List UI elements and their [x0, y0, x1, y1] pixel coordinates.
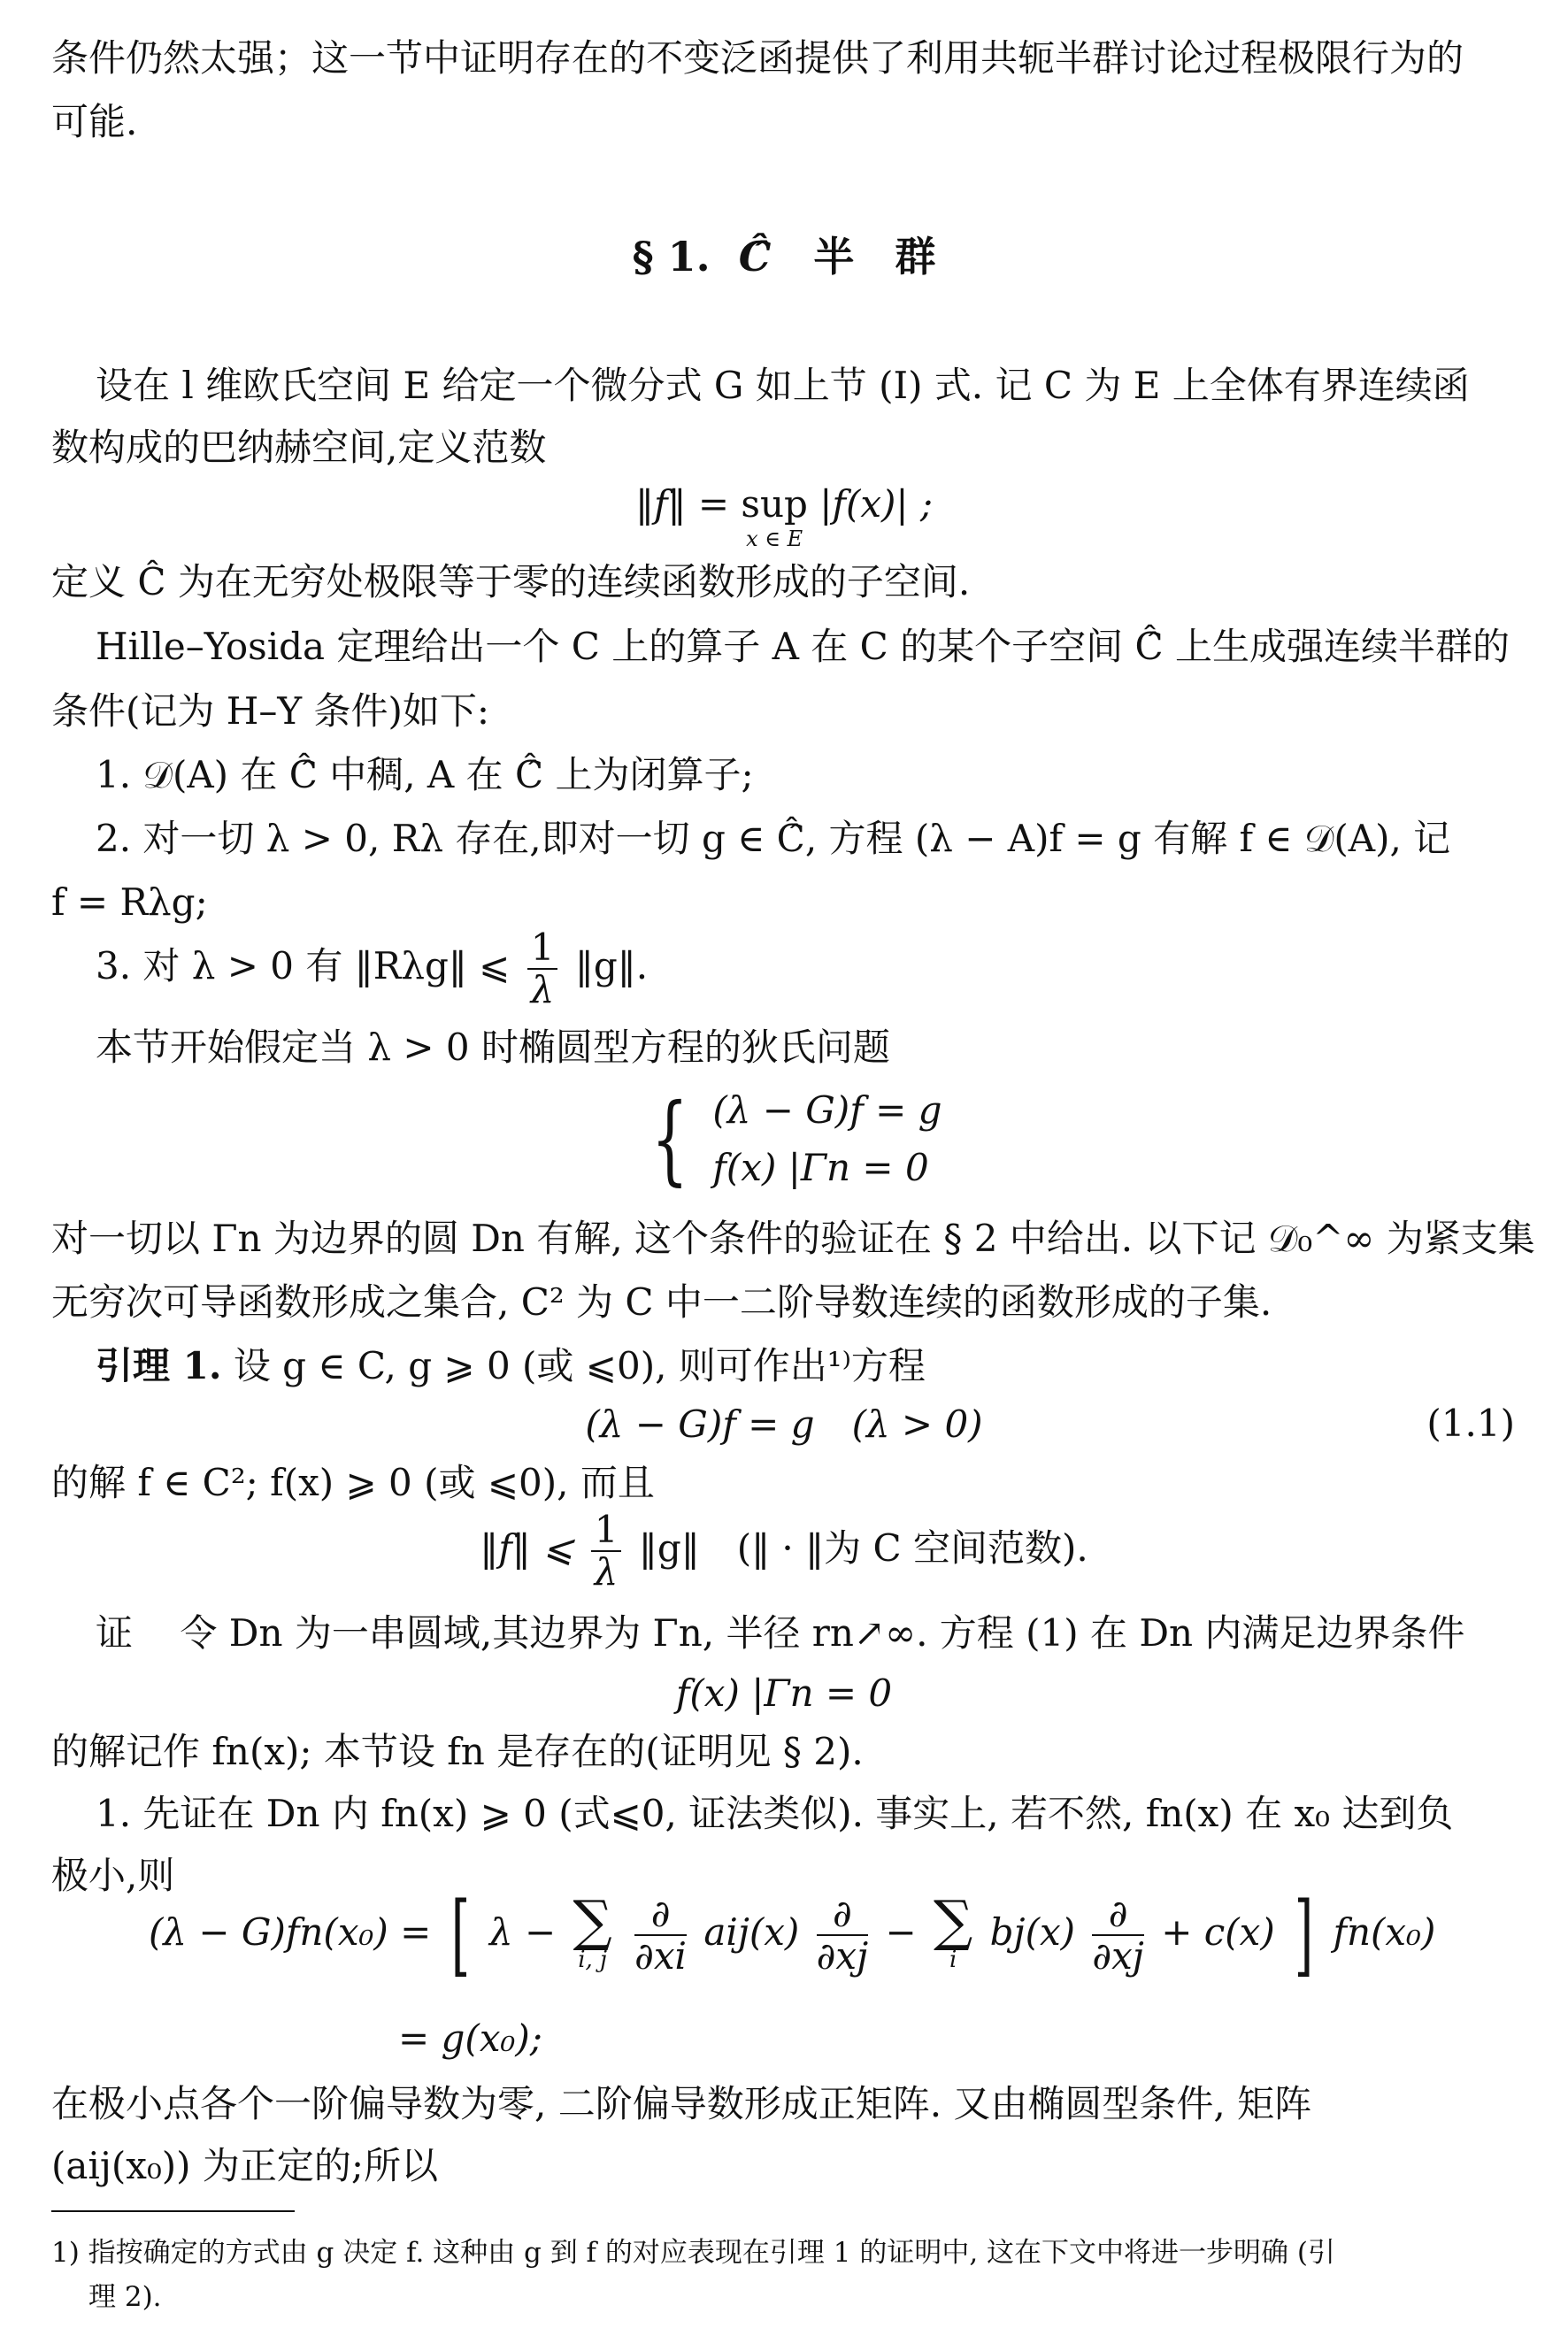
partial-xi [634, 1894, 687, 1977]
partial-xi-den: ∂xi [634, 1934, 687, 1978]
proof-text: 令 Dn 为一串圆域,其边界为 Γn, 半径 rn↗∞. 方程 (1) 在 Dn 内满足边界条件 [180, 1611, 1465, 1655]
partial-xj-den: ∂xj [1092, 1934, 1144, 1978]
operator-expansion [149, 1883, 1436, 1987]
left-bracket: [ [450, 1883, 470, 1987]
aij-coefficient: aij(x) [703, 1910, 800, 1955]
dirichlet-system [639, 1081, 942, 1196]
fraction-1-over-lambda [527, 927, 558, 1010]
right-bracket: ] [1294, 1883, 1314, 1987]
bound-denominator: λ [594, 1550, 619, 1594]
sum-symbol: ∑ [573, 1888, 612, 1954]
proof-line2: 的解记作 fn(x); 本节设 fn 是存在的(证明见 § 2). [51, 1730, 864, 1773]
condition-3-post: ‖g‖. [574, 944, 649, 988]
para0-line1: 条件仍然太强；这一节中证明存在的不变泛函提供了利用共轭半群讨论过程极限行为的 [51, 36, 1464, 80]
plus-c-term: + c(x) [1161, 1910, 1275, 1955]
partial-symbol: ∂ [1092, 1894, 1143, 1936]
p6: 的解 f ∈ C²; f(x) ⩾ 0 (或 ⩽0), 而且 [51, 1461, 655, 1504]
p5-line1: 对一切以 Γn 为边界的圆 Dn 有解, 这个条件的验证在 § 2 中给出. 以下记 𝒟₀^∞ 为紧支集 [51, 1217, 1535, 1260]
footnote-rule [51, 2210, 295, 2212]
sum-i [934, 1888, 973, 1974]
p7-line2: (aij(x₀)) 为正定的;所以 [51, 2144, 439, 2187]
left-brace: { [651, 1081, 688, 1195]
proof-line1 [96, 1610, 1464, 1657]
proof-label: 证 [96, 1611, 134, 1655]
equation-1-1: (λ − G)f = g (λ > 0) [585, 1402, 983, 1446]
fraction-denominator: λ [530, 968, 555, 1012]
fraction-numerator: 1 [527, 927, 558, 970]
section-heading [0, 232, 1568, 283]
boundary-condition: f(x) |Γn = 0 [675, 1671, 893, 1715]
section-number: § 1. [632, 233, 711, 280]
partial-symbol: ∂ [817, 1894, 868, 1936]
step1-line2: 极小,则 [51, 1854, 175, 1897]
p5-line2: 无穷次可导函数形成之集合, C² 为 C 中一二阶导数连续的函数形成的子集. [51, 1280, 1272, 1324]
sum-ij [573, 1888, 612, 1974]
footnote-line1: 1) 指按确定的方式由 g 决定 f. 这种由 g 到 f 的对应表现在引理 1 的证明中, 这在下文中将进一步明确 (引 [51, 2237, 1335, 2269]
lemma-1 [96, 1343, 926, 1390]
norm-lhs: ‖f‖ = [634, 482, 730, 526]
big-eq-line2: = g(x₀); [398, 2017, 542, 2060]
step1-line1: 1. 先证在 Dn 内 fn(x) ⩾ 0 (式⩽0, 证法类似). 事实上, 若不然, fn(x) 在 x₀ 达到负 [96, 1792, 1454, 1835]
bound-post: ‖g‖ (‖ · ‖为 C 空间范数). [638, 1526, 1088, 1571]
lemma-label: 引理 1. [96, 1344, 222, 1387]
equation-number: (1.1) [1426, 1402, 1515, 1445]
p3-line1: Hille–Yosida 定理给出一个 C 上的算子 A 在 C 的某个子空间 Ĉ̂ 上生成强连续半群的 [96, 625, 1510, 668]
big-eq-rhs: fn(x₀) [1333, 1910, 1436, 1955]
condition-3-pre: 3. 对 λ > 0 有 ‖Rλg‖ ⩽ [96, 944, 511, 988]
p1-line1: 设在 l 维欧氏空间 E 给定一个微分式 G 如上节 (I) 式. 记 C 为 E 上全体有界连续函 [96, 364, 1470, 407]
condition-1: 1. 𝒟(A) 在 Ĉ̂ 中稠, A 在 Ĉ̂ 上为闭算子; [96, 753, 754, 796]
condition-3 [96, 927, 648, 1010]
condition-2-line2: f = Rλg; [51, 880, 208, 924]
p3-line2: 条件(记为 H–Y 条件)如下: [51, 689, 489, 733]
bound-equation [0, 1510, 1568, 1593]
para0-line2: 可能. [51, 100, 138, 143]
big-eq-lhs: (λ − G)fn(x₀) = [149, 1910, 432, 1955]
partial-symbol: ∂ [634, 1894, 687, 1936]
system-eq1: (λ − G)f = g [712, 1088, 942, 1132]
sup-operator [741, 481, 808, 549]
partial-xj-den: ∂xj [816, 1934, 869, 1978]
sum-symbol: ∑ [934, 1888, 973, 1954]
bj-coefficient: bj(x) [989, 1910, 1076, 1955]
sup-subscript: x ∈ E [746, 526, 803, 551]
system-eq2: f(x) |Γn = 0 [712, 1146, 929, 1190]
p2: 定义 Ĉ 为在无穷处极限等于零的连续函数形成的子空间. [51, 560, 971, 603]
section-symbol: Ĉ̂ [738, 233, 772, 280]
bound-fraction [591, 1510, 622, 1593]
footnote-line2: 理 2). [88, 2281, 162, 2313]
p4: 本节开始假定当 λ > 0 时椭圆型方程的狄氏问题 [96, 1026, 890, 1069]
sum-i-index: i [949, 1946, 957, 1973]
lemma-text: 设 g ∈ C, g ⩾ 0 (或 ⩽0), 则可作出¹⁾方程 [233, 1344, 926, 1387]
sup-label: sup [741, 482, 808, 526]
sum-ij-index: i, j [578, 1946, 608, 1973]
norm-rhs: |f(x)| ; [819, 482, 934, 526]
p7-line1: 在极小点各个一阶偏导数为零, 二阶偏导数形成正矩阵. 又由椭圆型条件, 矩阵 [51, 2082, 1312, 2125]
partial-xj [817, 1894, 868, 1977]
partial-xj-2 [1092, 1894, 1143, 1977]
minus-sign: − [885, 1910, 917, 1955]
condition-2-line1: 2. 对一切 λ > 0, Rλ 存在,即对一切 g ∈ Ĉ̂, 方程 (λ − A)f = g 有解 f ∈ 𝒟(A), 记 [96, 817, 1451, 860]
big-eq-lambda: λ − [489, 1910, 557, 1955]
p1-line2: 数构成的巴纳赫空间,定义范数 [51, 426, 547, 469]
section-title: 半 群 [813, 233, 936, 280]
bound-pre: ‖f‖ ⩽ [480, 1526, 574, 1571]
norm-equation [0, 481, 1568, 549]
bound-numerator: 1 [591, 1510, 622, 1552]
